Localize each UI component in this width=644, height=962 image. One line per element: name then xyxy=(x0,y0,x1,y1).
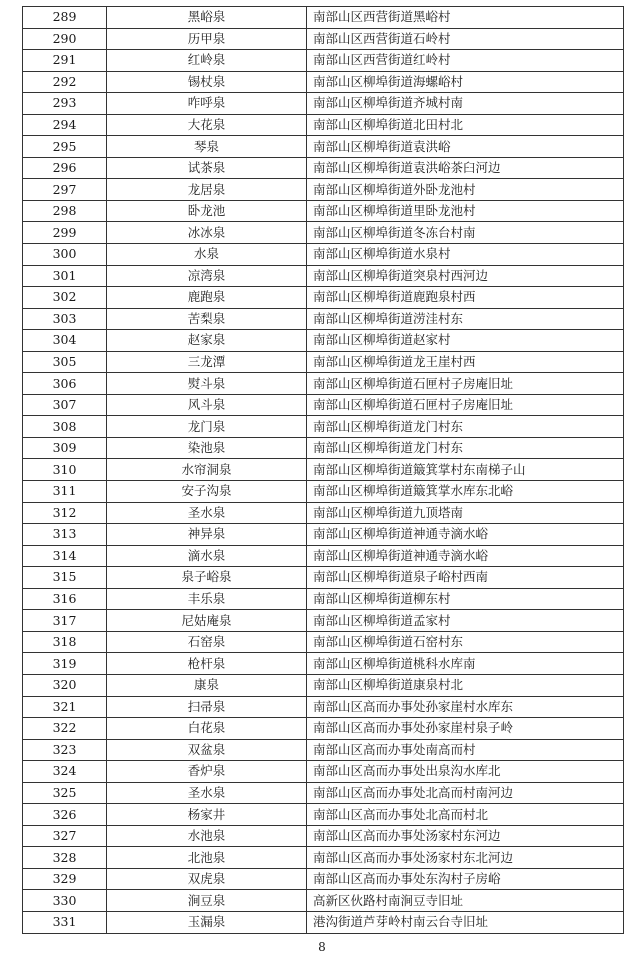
spring-location: 南部山区高而办事处汤家村东北河边 xyxy=(307,847,624,869)
spring-location: 南部山区柳埠街道赵家村 xyxy=(307,330,624,352)
spring-name: 石窑泉 xyxy=(107,631,307,653)
spring-location: 南部山区柳埠街道龙门村东 xyxy=(307,437,624,459)
spring-name: 鹿跑泉 xyxy=(107,287,307,309)
row-number: 316 xyxy=(23,588,107,610)
spring-name: 冰冰泉 xyxy=(107,222,307,244)
spring-location: 南部山区柳埠街道石匣村子房庵旧址 xyxy=(307,394,624,416)
row-number: 295 xyxy=(23,136,107,158)
spring-location: 南部山区柳埠街道柳东村 xyxy=(307,588,624,610)
row-number: 290 xyxy=(23,28,107,50)
spring-name: 圣水泉 xyxy=(107,782,307,804)
table-row xyxy=(23,157,624,179)
row-number: 301 xyxy=(23,265,107,287)
table-row xyxy=(23,373,624,395)
row-number: 327 xyxy=(23,825,107,847)
table-row xyxy=(23,416,624,438)
table-row xyxy=(23,200,624,222)
row-number: 291 xyxy=(23,50,107,72)
spring-location: 南部山区高而办事处出泉沟水库北 xyxy=(307,761,624,783)
table-row xyxy=(23,50,624,72)
spring-location: 南部山区柳埠街道九顶塔南 xyxy=(307,502,624,524)
table-row xyxy=(23,567,624,589)
spring-location: 南部山区西营街道石岭村 xyxy=(307,28,624,50)
row-number: 303 xyxy=(23,308,107,330)
spring-name: 神异泉 xyxy=(107,524,307,546)
spring-location: 南部山区柳埠街道袁洪峪茶臼河边 xyxy=(307,157,624,179)
row-number: 305 xyxy=(23,351,107,373)
row-number: 329 xyxy=(23,868,107,890)
spring-name: 三龙潭 xyxy=(107,351,307,373)
spring-name: 玉漏泉 xyxy=(107,911,307,933)
table-row xyxy=(23,782,624,804)
spring-name: 康泉 xyxy=(107,674,307,696)
page-number: 8 xyxy=(318,940,326,954)
row-number: 292 xyxy=(23,71,107,93)
spring-location: 南部山区柳埠街道外卧龙池村 xyxy=(307,179,624,201)
spring-location: 南部山区柳埠街道龙门村东 xyxy=(307,416,624,438)
table-row xyxy=(23,524,624,546)
row-number: 308 xyxy=(23,416,107,438)
table-row xyxy=(23,351,624,373)
spring-location: 南部山区柳埠街道龙王崖村西 xyxy=(307,351,624,373)
spring-name: 杨家井 xyxy=(107,804,307,826)
table-row xyxy=(23,890,624,912)
spring-location: 南部山区柳埠街道北田村北 xyxy=(307,114,624,136)
spring-name: 大花泉 xyxy=(107,114,307,136)
spring-name: 圣水泉 xyxy=(107,502,307,524)
row-number: 307 xyxy=(23,394,107,416)
row-number: 309 xyxy=(23,437,107,459)
spring-name: 卧龙池 xyxy=(107,200,307,222)
spring-name: 水泉 xyxy=(107,244,307,266)
spring-location: 南部山区柳埠街道袁洪峪 xyxy=(307,136,624,158)
table-row xyxy=(23,653,624,675)
row-number: 328 xyxy=(23,847,107,869)
table-row xyxy=(23,71,624,93)
spring-location: 南部山区柳埠街道涝洼村东 xyxy=(307,308,624,330)
row-number: 314 xyxy=(23,545,107,567)
row-number: 330 xyxy=(23,890,107,912)
spring-name: 安子沟泉 xyxy=(107,481,307,503)
row-number: 300 xyxy=(23,244,107,266)
table-row xyxy=(23,868,624,890)
spring-location: 南部山区柳埠街道水泉村 xyxy=(307,244,624,266)
spring-name: 水帘洞泉 xyxy=(107,459,307,481)
table-row xyxy=(23,265,624,287)
row-number: 317 xyxy=(23,610,107,632)
spring-location: 南部山区高而办事处北高而村北 xyxy=(307,804,624,826)
row-number: 311 xyxy=(23,481,107,503)
spring-location: 南部山区柳埠街道神通寺滴水峪 xyxy=(307,545,624,567)
row-number: 297 xyxy=(23,179,107,201)
table-row xyxy=(23,136,624,158)
table-row xyxy=(23,481,624,503)
row-number: 294 xyxy=(23,114,107,136)
spring-name: 赵家泉 xyxy=(107,330,307,352)
spring-location: 南部山区高而办事处汤家村东河边 xyxy=(307,825,624,847)
table-row xyxy=(23,459,624,481)
table-row xyxy=(23,825,624,847)
spring-location: 南部山区柳埠街道冬冻台村南 xyxy=(307,222,624,244)
spring-location: 南部山区高而办事处东沟村子房峪 xyxy=(307,868,624,890)
spring-name: 试茶泉 xyxy=(107,157,307,179)
row-number: 320 xyxy=(23,674,107,696)
spring-location: 南部山区柳埠街道桃科水库南 xyxy=(307,653,624,675)
table-row xyxy=(23,718,624,740)
spring-name: 双虎泉 xyxy=(107,868,307,890)
spring-name: 龙门泉 xyxy=(107,416,307,438)
table-row xyxy=(23,222,624,244)
spring-name: 凉湾泉 xyxy=(107,265,307,287)
spring-name: 双盆泉 xyxy=(107,739,307,761)
spring-location: 南部山区高而办事处孙家崖村水库东 xyxy=(307,696,624,718)
table-row xyxy=(23,610,624,632)
table-row xyxy=(23,847,624,869)
row-number: 319 xyxy=(23,653,107,675)
table-row xyxy=(23,7,624,29)
spring-location: 南部山区西营街道红岭村 xyxy=(307,50,624,72)
spring-name: 扫帚泉 xyxy=(107,696,307,718)
spring-location: 港沟街道芦芽岭村南云台寺旧址 xyxy=(307,911,624,933)
row-number: 326 xyxy=(23,804,107,826)
spring-name: 香炉泉 xyxy=(107,761,307,783)
spring-location: 南部山区柳埠街道海螺峪村 xyxy=(307,71,624,93)
table-row xyxy=(23,244,624,266)
row-number: 324 xyxy=(23,761,107,783)
row-number: 315 xyxy=(23,567,107,589)
spring-location: 南部山区柳埠街道里卧龙池村 xyxy=(307,200,624,222)
spring-location: 南部山区高而办事处孙家崖村泉子岭 xyxy=(307,718,624,740)
table-row xyxy=(23,308,624,330)
row-number: 312 xyxy=(23,502,107,524)
table-row xyxy=(23,739,624,761)
spring-name: 北池泉 xyxy=(107,847,307,869)
table-row xyxy=(23,28,624,50)
row-number: 325 xyxy=(23,782,107,804)
table-row xyxy=(23,911,624,933)
spring-name: 染池泉 xyxy=(107,437,307,459)
row-number: 318 xyxy=(23,631,107,653)
table-row xyxy=(23,394,624,416)
spring-name: 丰乐泉 xyxy=(107,588,307,610)
row-number: 293 xyxy=(23,93,107,115)
table-row xyxy=(23,330,624,352)
spring-location: 南部山区柳埠街道簸箕掌水库东北峪 xyxy=(307,481,624,503)
table-row xyxy=(23,804,624,826)
spring-name: 琴泉 xyxy=(107,136,307,158)
row-number: 302 xyxy=(23,287,107,309)
spring-location: 高新区伙路村南涧豆寺旧址 xyxy=(307,890,624,912)
table-row xyxy=(23,588,624,610)
row-number: 313 xyxy=(23,524,107,546)
spring-name: 涧豆泉 xyxy=(107,890,307,912)
spring-location: 南部山区柳埠街道石匣村子房庵旧址 xyxy=(307,373,624,395)
table-row xyxy=(23,545,624,567)
spring-location: 南部山区柳埠街道鹿跑泉村西 xyxy=(307,287,624,309)
spring-location: 南部山区柳埠街道泉子峪村西南 xyxy=(307,567,624,589)
table-row xyxy=(23,674,624,696)
row-number: 304 xyxy=(23,330,107,352)
spring-name: 咋呼泉 xyxy=(107,93,307,115)
row-number: 298 xyxy=(23,200,107,222)
spring-location: 南部山区柳埠街道突泉村西河边 xyxy=(307,265,624,287)
row-number: 322 xyxy=(23,718,107,740)
spring-name: 熨斗泉 xyxy=(107,373,307,395)
row-number: 310 xyxy=(23,459,107,481)
row-number: 296 xyxy=(23,157,107,179)
spring-name: 黑峪泉 xyxy=(107,7,307,29)
row-number: 331 xyxy=(23,911,107,933)
spring-name: 枪杆泉 xyxy=(107,653,307,675)
spring-name: 水池泉 xyxy=(107,825,307,847)
table-row xyxy=(23,114,624,136)
row-number: 306 xyxy=(23,373,107,395)
spring-name: 风斗泉 xyxy=(107,394,307,416)
table-row xyxy=(23,502,624,524)
spring-location: 南部山区柳埠街道神通寺滴水峪 xyxy=(307,524,624,546)
table-row xyxy=(23,287,624,309)
spring-name: 苦梨泉 xyxy=(107,308,307,330)
spring-name: 龙居泉 xyxy=(107,179,307,201)
table-row xyxy=(23,179,624,201)
spring-location: 南部山区柳埠街道齐城村南 xyxy=(307,93,624,115)
spring-location: 南部山区柳埠街道康泉村北 xyxy=(307,674,624,696)
table-row xyxy=(23,761,624,783)
spring-name: 历甲泉 xyxy=(107,28,307,50)
table-row xyxy=(23,437,624,459)
table-row xyxy=(23,93,624,115)
spring-name: 红岭泉 xyxy=(107,50,307,72)
spring-location: 南部山区高而办事处北高而村南河边 xyxy=(307,782,624,804)
spring-name: 滴水泉 xyxy=(107,545,307,567)
spring-name: 白花泉 xyxy=(107,718,307,740)
spring-location: 南部山区柳埠街道孟家村 xyxy=(307,610,624,632)
spring-location: 南部山区柳埠街道石窑村东 xyxy=(307,631,624,653)
spring-table-body xyxy=(23,7,624,934)
table-row xyxy=(23,696,624,718)
row-number: 323 xyxy=(23,739,107,761)
spring-location: 南部山区柳埠街道簸箕掌村东南梯子山 xyxy=(307,459,624,481)
spring-table xyxy=(22,6,624,934)
spring-location: 南部山区西营街道黑峪村 xyxy=(307,7,624,29)
row-number: 299 xyxy=(23,222,107,244)
spring-name: 尼姑庵泉 xyxy=(107,610,307,632)
row-number: 289 xyxy=(23,7,107,29)
spring-name: 锡杖泉 xyxy=(107,71,307,93)
row-number: 321 xyxy=(23,696,107,718)
table-row xyxy=(23,631,624,653)
spring-name: 泉子峪泉 xyxy=(107,567,307,589)
spring-location: 南部山区高而办事处南高而村 xyxy=(307,739,624,761)
